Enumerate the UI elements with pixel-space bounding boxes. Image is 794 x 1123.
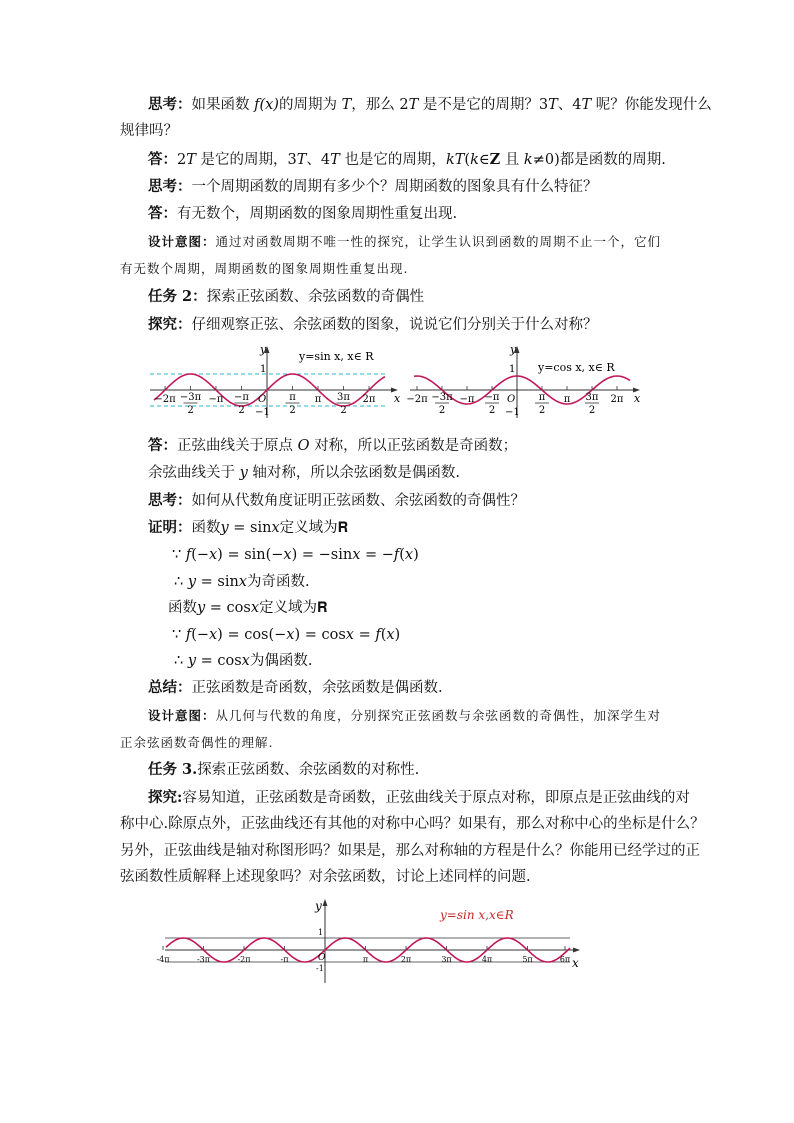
answer-label: 答： <box>148 205 177 222</box>
answer-text: 对称，所以正弦函数是奇函数； <box>309 438 518 454</box>
answer-paragraph-3-line2 <box>148 460 460 486</box>
answer-text: 正弦曲线关于原点 <box>177 438 298 454</box>
x-tick-label: -2π <box>237 955 251 964</box>
x-tick-label: 2 <box>488 405 496 416</box>
think-text: 呢？你能发现什么 <box>591 97 712 113</box>
proof-line-6: ∴ 𝑦 = cos𝑥为偶函数. <box>174 653 313 669</box>
proof-line-4: 函数𝑦 = cos𝑥定义域为𝐑 <box>168 600 328 616</box>
y-axis-label: y <box>260 343 267 356</box>
answer-text: 轴对称，所以余弦函数是偶函数. <box>247 465 461 481</box>
sine-graph-wide <box>156 895 590 987</box>
design-label: 设计意图： <box>148 708 216 723</box>
explore-label: 探究： <box>148 316 192 333</box>
proof-text: 函数𝑦 = sin𝑥定义域为𝐑 <box>191 520 349 536</box>
x-tick-label: 2 <box>289 405 296 416</box>
explore-paragraph-3-line2: 称中心.除原点外，正弦曲线还有其他的对称中心吗？如果有，那么对称中心的坐标是什么？ <box>120 816 705 832</box>
answer-paragraph-1 <box>148 147 666 173</box>
x-tick-label: −π <box>459 394 475 405</box>
t-symbol: T <box>548 97 558 113</box>
x-tick-label: 2 <box>588 405 596 416</box>
y-symbol: y <box>239 465 248 481</box>
task-label: 任务 2： <box>148 288 207 305</box>
summary-label: 总结： <box>148 679 192 696</box>
answer-paragraph-2 <box>148 201 457 227</box>
z-symbol: Z <box>489 151 501 168</box>
answer-text: 余弦曲线关于 <box>148 465 240 481</box>
answer-text: 有无数个，周期函数的图象周期性重复出现. <box>177 206 458 222</box>
x-tick-label: −π <box>208 394 224 405</box>
sine-graph <box>148 342 403 420</box>
o-symbol: O <box>297 438 310 454</box>
tick-one: 1 <box>318 928 324 937</box>
x-tick-label: 2π <box>362 394 376 405</box>
summary-text: 正弦函数是奇函数，余弦函数是偶函数. <box>191 680 443 696</box>
origin-label: O <box>318 953 326 963</box>
fx-symbol: f(x) <box>254 97 279 113</box>
x-tick-label: -3π <box>196 955 211 964</box>
explore-text: 仔细观察正弦、余弦函数的图象，说说它们分别关于什么对称？ <box>191 317 598 333</box>
think-text: 的周期为 <box>278 97 342 113</box>
x-tick-label: 2 <box>438 405 446 416</box>
design-intent-1-line2: 有无数个周期，周期函数的图象周期性重复出现. <box>120 261 409 276</box>
x-tick-label: 2 <box>340 405 347 416</box>
x-axis-label: x <box>394 392 401 405</box>
x-tick-label: 2 <box>538 405 546 416</box>
t-symbol: T <box>581 97 592 113</box>
answer-text: ≠0)都是函数的周期. <box>532 152 666 168</box>
answer-text: 也是它的周期， <box>339 152 446 168</box>
x-tick-label: −π <box>484 392 500 403</box>
x-tick-label: 3π <box>337 392 350 403</box>
answer-text: 是它的周期，3 <box>195 152 297 168</box>
x-tick-label: 2 <box>238 405 245 416</box>
proof-label: 证明： <box>148 519 192 536</box>
x-tick-label: π <box>538 392 546 403</box>
proof-line-3: ∴ 𝑦 = sin𝑥为奇函数. <box>174 574 310 590</box>
answer-text: ( <box>464 152 471 168</box>
explore-paragraph-2 <box>148 312 598 338</box>
graph-label: y=sin x, x∈ R <box>299 350 374 363</box>
think-text: 如果函数 <box>191 97 255 113</box>
design-text: 通过对函数周期不唯一性的探究，让学生认识到函数的周期不止一个，它们 <box>215 234 662 249</box>
design-text: 从几何与代数的角度，分别探究正弦函数与余弦函数的奇偶性，加深学生对 <box>215 708 662 723</box>
think-paragraph-1-line2: 规律吗？ <box>120 123 178 139</box>
x-tick-label: 3π <box>441 955 452 964</box>
answer-label: 答： <box>148 437 177 454</box>
origin-label: O <box>507 394 516 405</box>
x-tick-label: -π <box>280 955 289 964</box>
x-tick-label: 3π <box>585 392 599 403</box>
proof-line-1 <box>148 515 348 541</box>
t-symbol: T <box>341 97 352 113</box>
x-tick-label: 2π <box>400 955 412 964</box>
answer-label: 答： <box>148 151 177 168</box>
x-tick-label: 5π <box>522 955 533 964</box>
x-axis-label: x <box>572 956 579 970</box>
x-tick-label: π <box>289 392 296 403</box>
think-text: 是不是它的周期？3 <box>418 97 549 113</box>
think-label: 思考： <box>148 96 192 113</box>
x-tick-label: −π <box>234 392 249 403</box>
think-text: 、4 <box>557 97 582 113</box>
think-text: 一个周期函数的周期有多少个？周期函数的图象具有什么特征？ <box>191 179 598 195</box>
proof-line-2: ∵ 𝑓(−𝑥) = sin(−𝑥) = −sin𝑥 = −𝑓(𝑥) <box>172 547 419 563</box>
x-tick-label: 4π <box>481 955 493 964</box>
task-text: 探索正弦函数、余弦函数的对称性. <box>197 762 420 778</box>
think-paragraph-3 <box>148 488 525 514</box>
x-tick-label: π <box>563 394 571 405</box>
design-intent-2-line2: 正余弦函数奇偶性的理解. <box>120 735 274 750</box>
x-tick-label: π <box>314 394 322 405</box>
think-text: ，那么 2 <box>351 97 409 113</box>
answer-paragraph-3 <box>148 433 517 459</box>
x-axis-arrow <box>573 948 580 953</box>
y-axis-label: y <box>510 343 517 356</box>
t-symbol: T <box>330 152 340 168</box>
kt-symbol: kT <box>445 152 465 168</box>
x-tick-label: 2 <box>187 405 194 416</box>
think-label: 思考： <box>148 492 192 509</box>
tick-one: 1 <box>260 364 267 375</box>
graph-label: y=cos x, x∈ R <box>538 361 615 374</box>
x-tick-label: −2π <box>406 394 428 405</box>
summary-paragraph <box>148 675 443 701</box>
design-intent-1 <box>148 229 661 255</box>
explore-paragraph-3-line4: 弦函数性质解释上述现象吗？对余弦函数，讨论上述同样的问题. <box>120 869 531 885</box>
cosine-graph <box>408 342 648 420</box>
x-tick-label: 6π <box>559 955 571 964</box>
think-label: 思考： <box>148 178 192 195</box>
y-axis-label: y <box>315 899 322 913</box>
proof-line-5: ∵ 𝑓(−𝑥) = cos(−𝑥) = cos𝑥 = 𝑓(𝑥) <box>172 627 401 643</box>
k-symbol: k <box>470 152 479 168</box>
explore-label: 探究: <box>148 789 183 806</box>
task-text: 探索正弦函数、余弦函数的奇偶性 <box>206 289 425 305</box>
origin-label: O <box>258 394 267 405</box>
tick-one: 1 <box>509 364 516 375</box>
x-tick-label: −3π <box>431 392 453 403</box>
tick-minus-one: −1 <box>255 407 270 418</box>
design-intent-2 <box>148 703 661 729</box>
think-paragraph-2 <box>148 174 598 200</box>
x-axis-label: x <box>634 392 641 405</box>
task-2-heading <box>148 284 424 310</box>
task-3-heading <box>148 757 419 783</box>
explore-text: 容易知道，正弦函数是奇函数，正弦曲线关于原点对称，即原点是正弦曲线的对 <box>182 790 690 806</box>
tick-minus-one: −1 <box>505 407 520 418</box>
t-symbol: T <box>186 152 196 168</box>
answer-text: ∈ <box>478 152 490 168</box>
task-label: 任务 3. <box>148 761 198 778</box>
x-tick-label: −3π <box>179 392 202 403</box>
design-label: 设计意图： <box>148 234 216 249</box>
t-symbol: T <box>296 152 307 168</box>
explore-paragraph-3 <box>148 785 690 811</box>
x-tick-label: 2π <box>610 394 624 405</box>
x-tick-label: π <box>362 955 369 964</box>
x-tick-label: −2π <box>154 394 176 405</box>
answer-text: 、4 <box>306 152 331 168</box>
think-text: 如何从代数角度证明正弦函数、余弦函数的奇偶性？ <box>191 493 525 509</box>
t-symbol: T <box>408 97 419 113</box>
k-symbol: k <box>523 152 533 168</box>
y-axis-arrow <box>323 899 328 906</box>
think-paragraph-1 <box>148 92 712 118</box>
explore-paragraph-3-line3: 另外，正弦曲线是轴对称图形吗？如果是，那么对称轴的方程是什么？你能用已经学过的正 <box>120 843 700 859</box>
x-tick-label: -4π <box>156 955 170 964</box>
tick-minus-one: -1 <box>316 964 324 973</box>
answer-text: 且 <box>500 152 524 168</box>
graph-label: y=sin x,x∈R <box>440 908 514 922</box>
answer-text: 2 <box>177 152 187 168</box>
